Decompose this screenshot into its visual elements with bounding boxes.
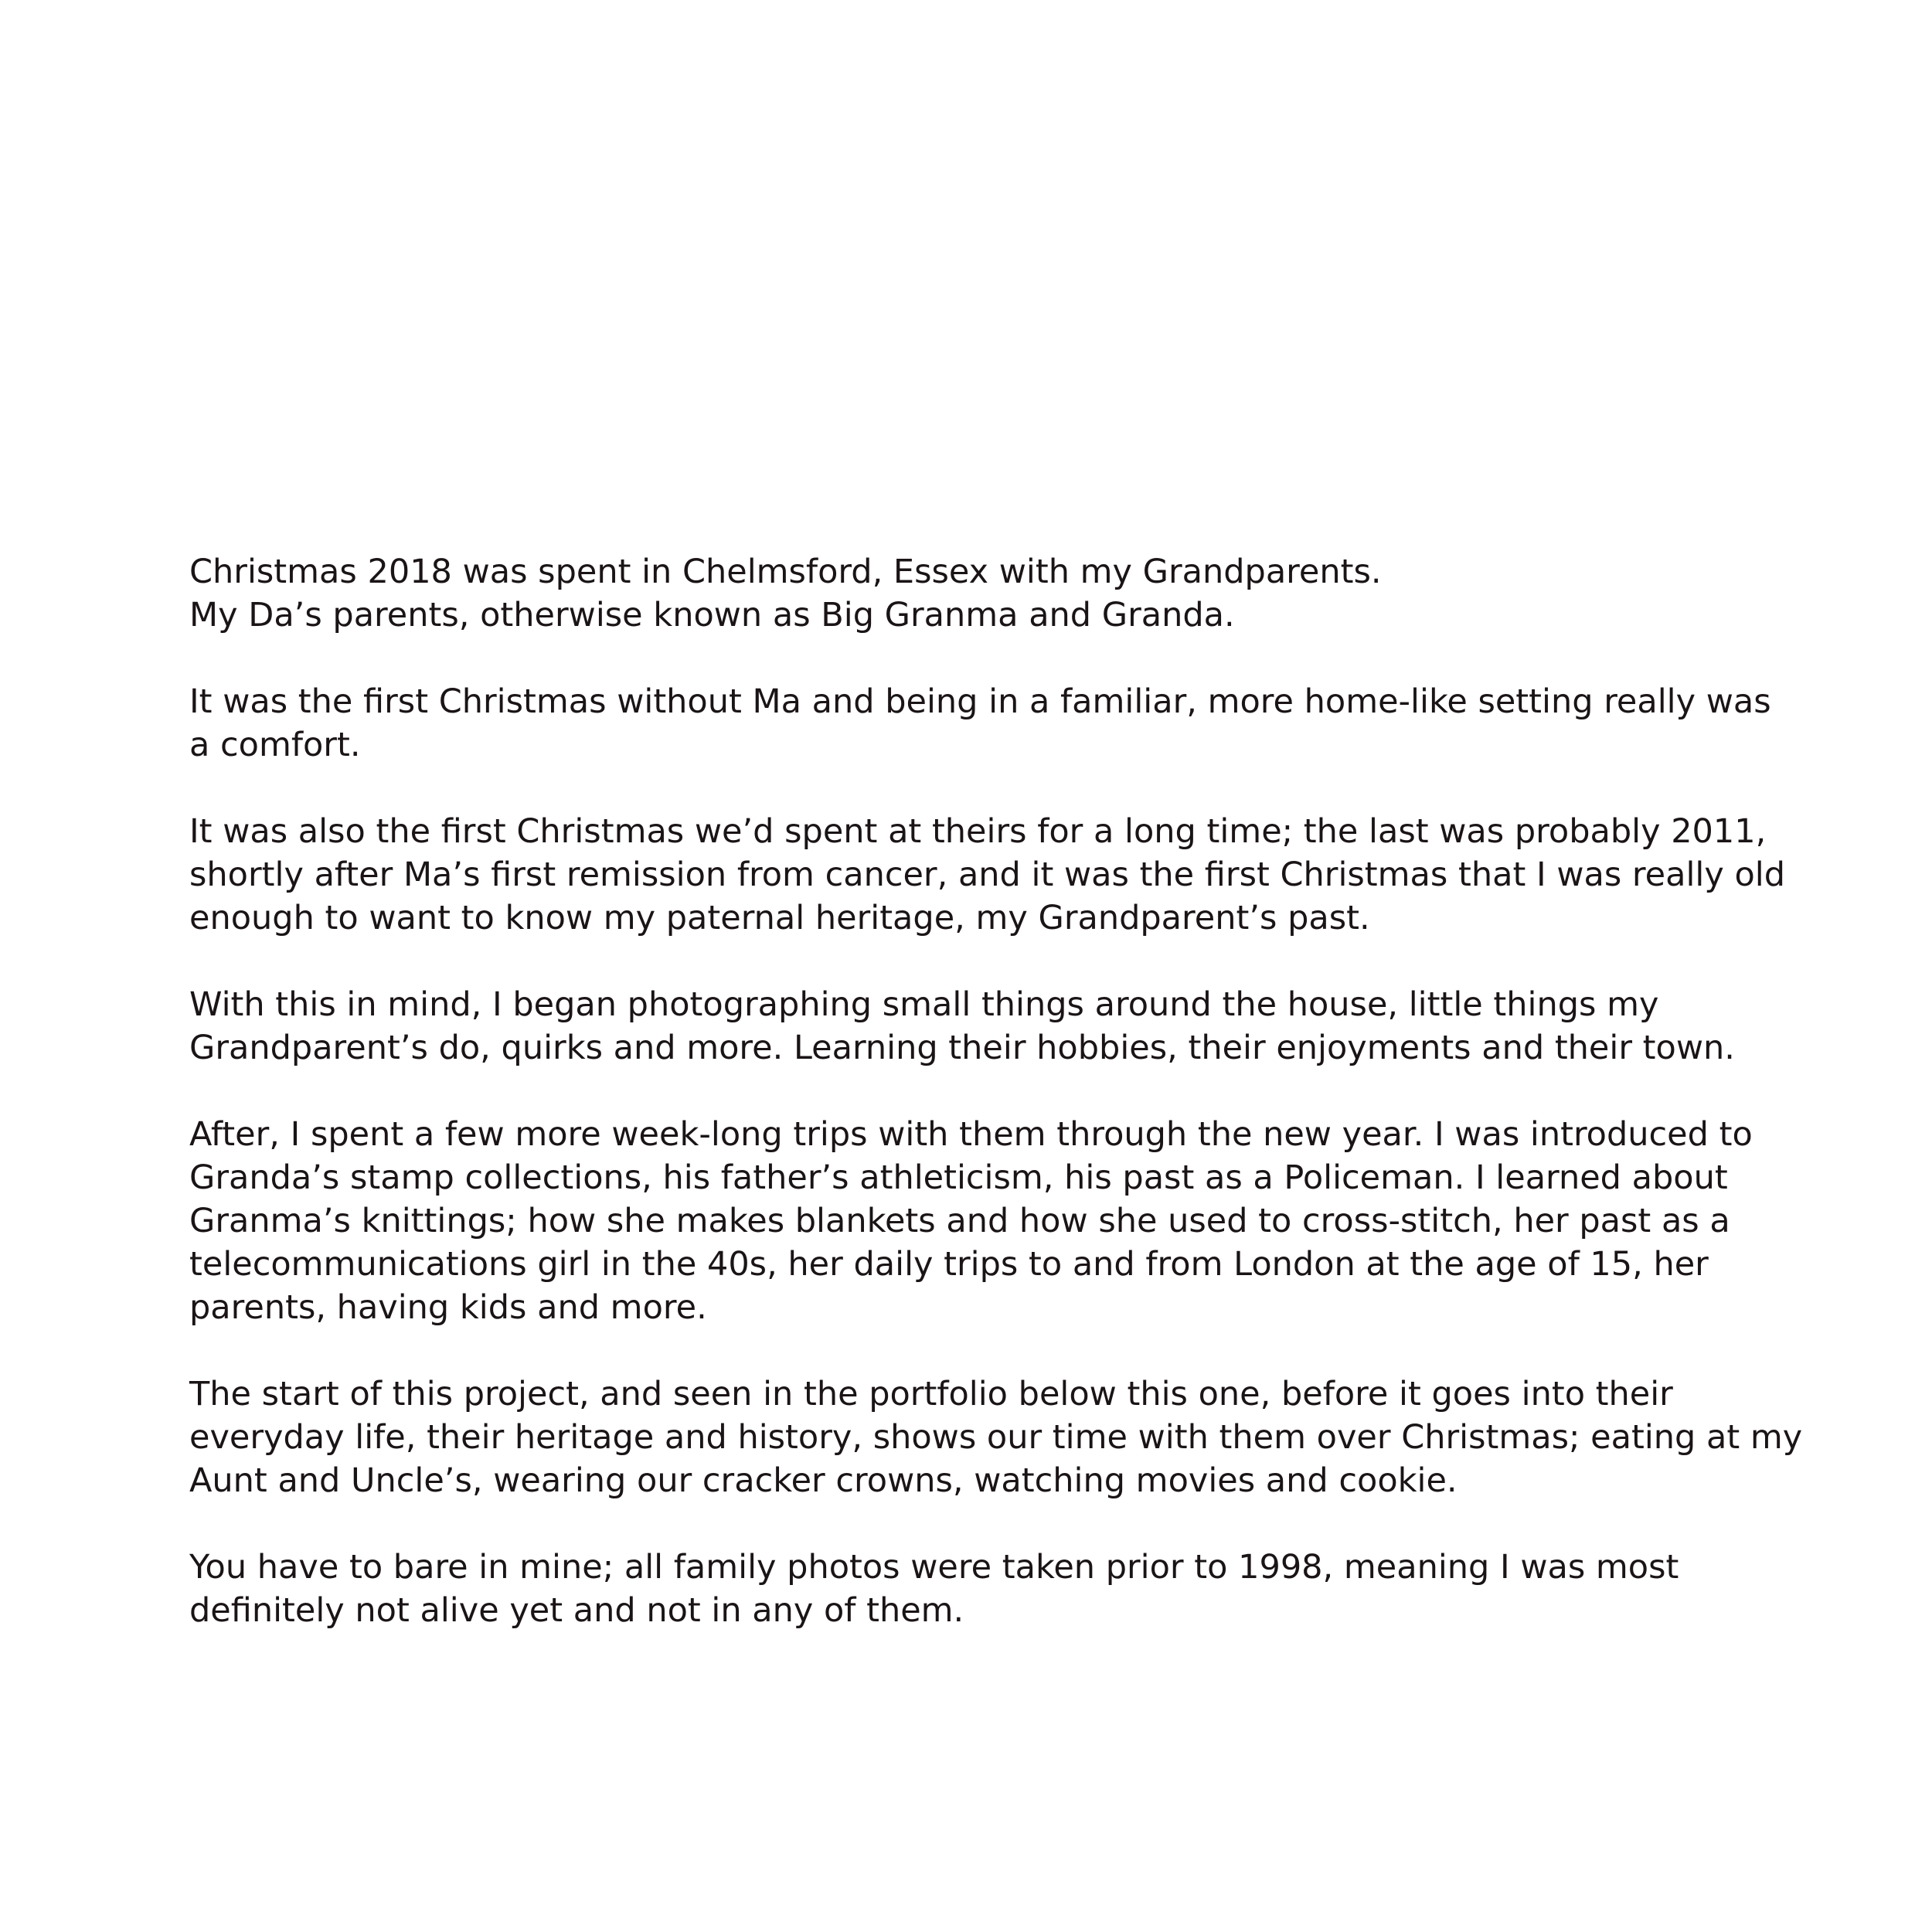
text-line: The start of this project, and seen in the portfolio below this one, before it goes into their [189,1375,1673,1413]
text-line: a comfort. [189,726,361,764]
text-line: Grandparent’s do, quirks and more. Learning their hobbies, their enjoyments and their town. [189,1029,1735,1067]
text-line: shortly after Ma’s first remission from cancer, and it was the first Christmas that I was really old [189,855,1786,894]
text-line: Granma’s knittings; how she makes blankets and how she used to cross-stitch, her past as a [189,1202,1730,1240]
text-line: definitely not alive yet and not in any of them. [189,1591,964,1630]
text-line: Granda’s stamp collections, his father’s athleticism, his past as a Policeman. I learned about [189,1158,1728,1197]
paragraph [189,983,1843,1070]
paragraph [189,680,1843,767]
body-text [189,550,1843,1632]
text-line: everyday life, their heritage and history, shows our time with them over Christmas; eating at my [189,1418,1803,1457]
text-line: parents, having kids and more. [189,1288,707,1327]
paragraph [189,1372,1843,1502]
text-line: It was also the first Christmas we’d spent at theirs for a long time; the last was probably 2011, [189,812,1767,851]
text-line: Christmas 2018 was spent in Chelmsford, Essex with my Grandparents. [189,553,1382,591]
text-line: With this in mind, I began photographing small things around the house, little things my [189,985,1659,1024]
text-line: Aunt and Uncle’s, wearing our cracker crowns, watching movies and cookie. [189,1461,1458,1500]
text-line: My Da’s parents, otherwise known as Big Granma and Granda. [189,596,1235,634]
paragraph [189,550,1843,637]
paragraph [189,1546,1843,1632]
paragraph [189,810,1843,940]
text-line: It was the first Christmas without Ma and being in a familiar, more home-like setting really was [189,682,1771,721]
text-line: telecommunications girl in the 40s, her daily trips to and from London at the age of 15, her [189,1245,1709,1284]
paragraph [189,1113,1843,1329]
text-line: After, I spent a few more week-long trips with them through the new year. I was introduced to [189,1115,1753,1154]
text-line: enough to want to know my paternal heritage, my Grandparent’s past. [189,899,1370,937]
text-line: You have to bare in mine; all family photos were taken prior to 1998, meaning I was most [189,1548,1679,1587]
